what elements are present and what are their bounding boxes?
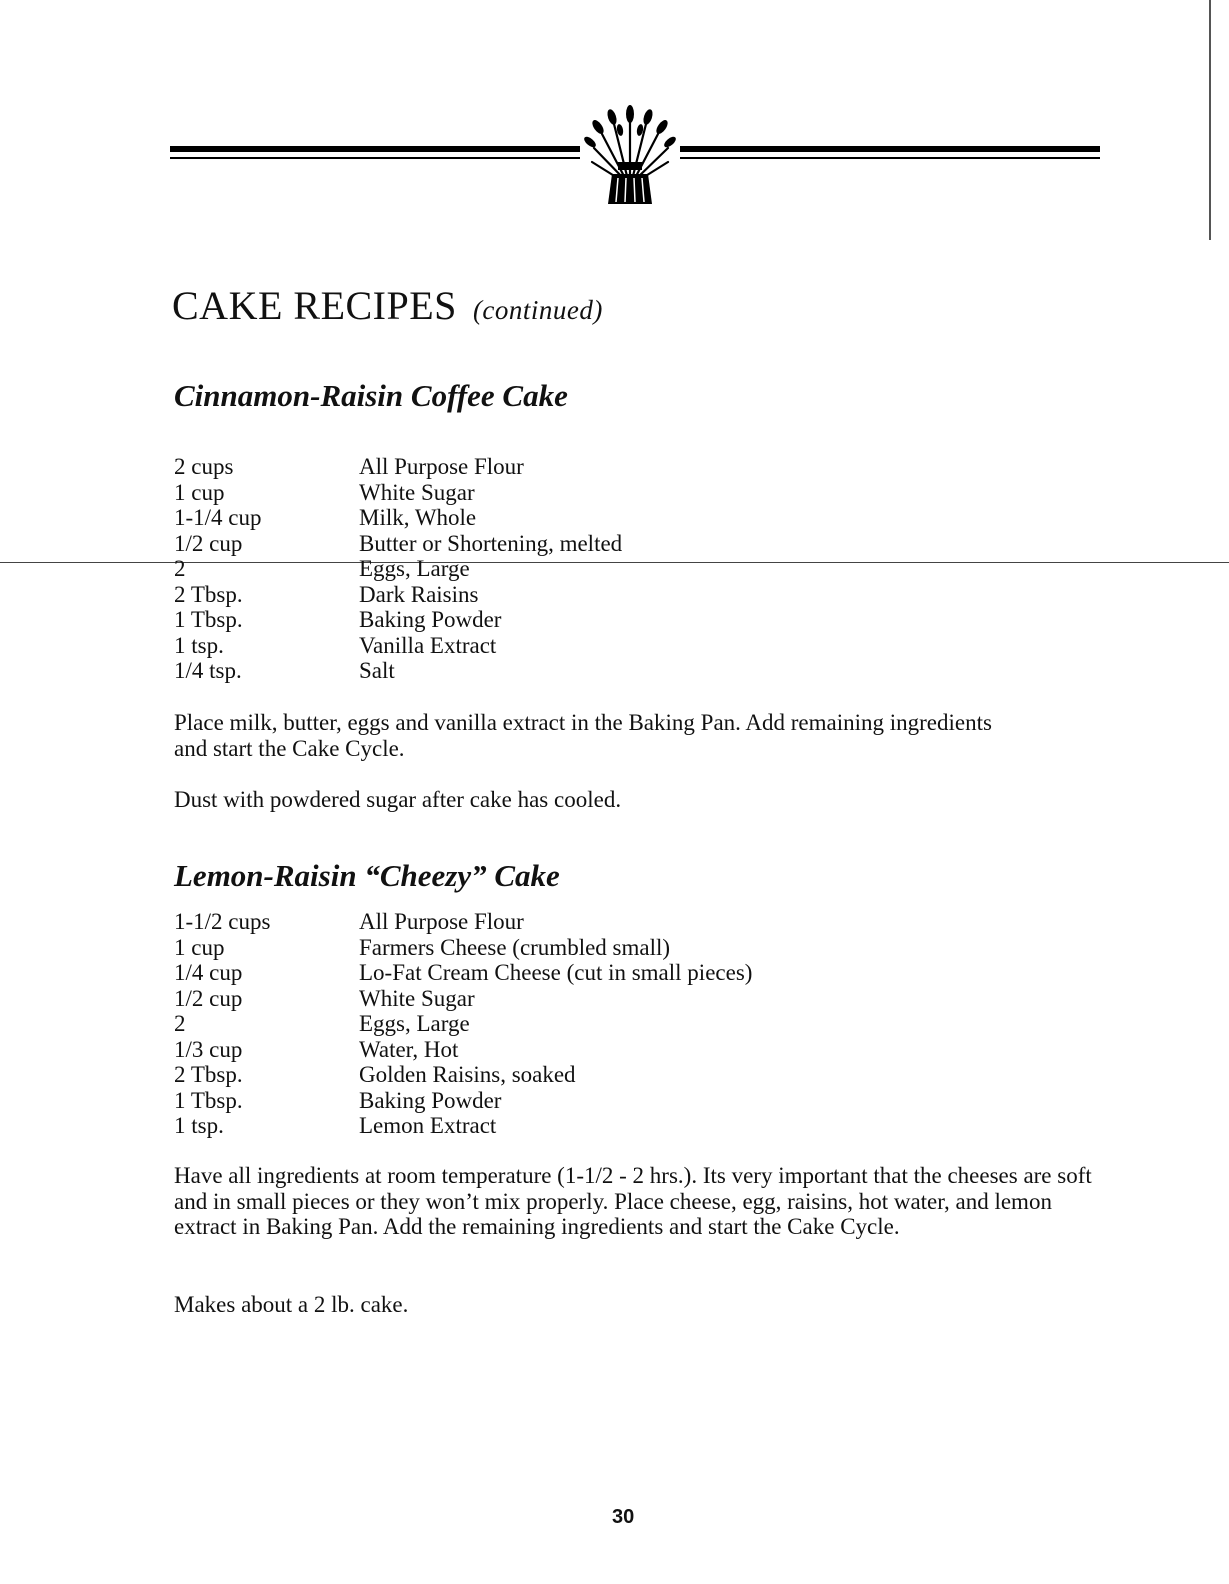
recipe-directions: Have all ingredients at room temperature (1-1/2 - 2 hrs.). Its very important that the cheeses are soft and in small pieces or they won’t mix properly. Place cheese, egg, raisins, hot water, and lemon extract in Baking Pan. Add the remaining ingredients and start the Cake Cycle. [174, 1163, 1092, 1239]
recipe-directions: Place milk, butter, eggs and vanilla extract in the Baking Pan. Add remaining ingredients and start the Cake Cycle. [174, 710, 992, 761]
ingredient-item: Baking Powder [359, 1087, 502, 1113]
page-title [172, 282, 603, 329]
ingredient-list [174, 454, 622, 684]
ingredient-qty: 2 [174, 556, 186, 581]
ingredient-row [174, 1062, 752, 1088]
ingredient-row [174, 1088, 752, 1114]
ingredient-row [174, 658, 622, 684]
ingredient-qty: 1-1/4 cup [174, 505, 262, 530]
ingredient-item: Butter or Shortening, melted [359, 530, 623, 556]
ingredient-row [174, 909, 752, 935]
ingredient-qty: 2 [174, 1011, 186, 1036]
ingredient-qty: 1/4 cup [174, 960, 243, 985]
ingredient-row [174, 960, 752, 986]
ingredient-item: Eggs, Large [359, 556, 470, 581]
ingredient-qty: 1 tsp. [174, 632, 224, 658]
recipe-title: Lemon-Raisin “Cheezy” Cake [174, 858, 560, 893]
ingredient-qty: 1-1/2 cups [174, 909, 271, 934]
ingredient-item: Eggs, Large [359, 1011, 470, 1036]
ingredient-item: Golden Raisins, soaked [359, 1062, 576, 1087]
ingredient-list [174, 909, 752, 1139]
page-subtitle: (continued) [472, 295, 603, 325]
ingredient-qty: 2 Tbsp. [174, 581, 243, 607]
scan-edge-line [1209, 0, 1211, 240]
ingredient-item: All Purpose Flour [359, 909, 524, 934]
ingredient-qty: 1 cup [174, 934, 225, 960]
ingredient-qty: 1/3 cup [174, 1036, 243, 1062]
ingredient-row [174, 1113, 752, 1139]
ingredient-item: Baking Powder [359, 607, 502, 632]
ingredient-row [174, 986, 752, 1012]
ingredient-qty: 1 Tbsp. [174, 607, 243, 632]
ingredient-row [174, 1011, 752, 1037]
ingredient-row [174, 505, 622, 531]
ingredient-qty: 1 tsp. [174, 1113, 224, 1138]
ingredient-item: Vanilla Extract [359, 632, 497, 658]
ingredient-qty: 2 Tbsp. [174, 1062, 243, 1087]
ingredient-row [174, 607, 622, 633]
ingredient-qty: 1/4 tsp. [174, 658, 242, 683]
ingredient-item: Milk, Whole [359, 505, 477, 530]
wheat-sheaf-icon [580, 100, 680, 210]
ingredient-item: Farmers Cheese (crumbled small) [359, 934, 671, 960]
ingredient-item: White Sugar [359, 479, 475, 505]
ingredient-row [174, 556, 622, 582]
ingredient-row [174, 480, 622, 506]
page-number: 30 [612, 1506, 635, 1528]
ingredient-item: Salt [359, 658, 395, 683]
ingredient-row [174, 1037, 752, 1063]
ingredient-qty: 1 Tbsp. [174, 1087, 243, 1113]
ingredient-row [174, 935, 752, 961]
ingredient-row [174, 454, 622, 480]
ingredient-item: Lemon Extract [359, 1113, 497, 1138]
page-title-text: CAKE RECIPES [172, 283, 457, 328]
recipe-note: Dust with powdered sugar after cake has cooled. [174, 787, 622, 812]
ingredient-item: White Sugar [359, 985, 475, 1011]
ingredient-row [174, 531, 622, 557]
recipe-note: Makes about a 2 lb. cake. [174, 1292, 409, 1317]
ingredient-qty: 1 cup [174, 479, 225, 505]
ingredient-row [174, 633, 622, 659]
ingredient-row [174, 582, 622, 608]
recipe-title: Cinnamon-Raisin Coffee Cake [174, 378, 568, 413]
ingredient-qty: 1/2 cup [174, 985, 243, 1011]
ingredient-qty: 2 cups [174, 454, 234, 479]
ingredient-item: Dark Raisins [359, 581, 479, 607]
ingredient-qty: 1/2 cup [174, 530, 243, 556]
ingredient-item: Water, Hot [359, 1036, 459, 1062]
ingredient-item: All Purpose Flour [359, 454, 524, 479]
ingredient-item: Lo-Fat Cream Cheese (cut in small pieces) [359, 960, 753, 985]
